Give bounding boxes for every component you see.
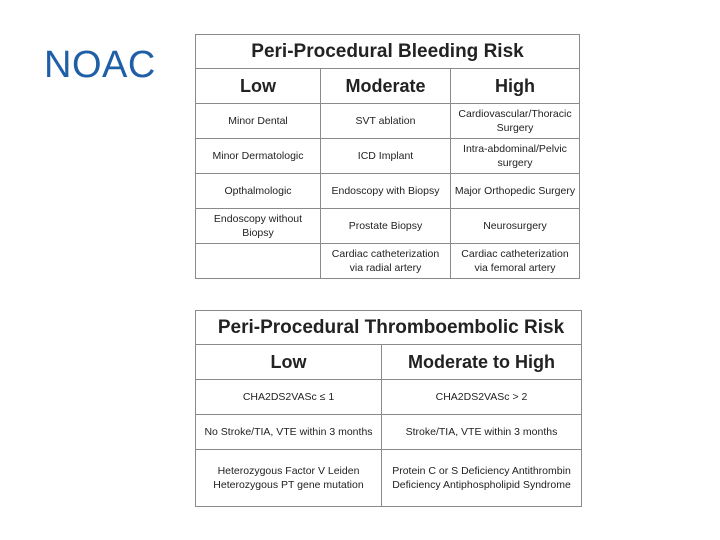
thromboembolic-header-moderate-high: Moderate to High [382,345,582,380]
table-cell: No Stroke/TIA, VTE within 3 months [196,415,382,450]
bleeding-table-title: Peri-Procedural Bleeding Risk [196,35,580,69]
table-cell [196,244,321,279]
table-row [196,415,582,450]
table-row [196,174,580,209]
table-row [196,139,580,174]
table-row [196,244,580,279]
thromboembolic-table-title: Peri-Procedural Thromboembolic Risk [196,311,582,345]
bleeding-header-low: Low [196,69,321,104]
table-cell: Heterozygous Factor V Leiden Heterozygous PT gene mutation [196,450,382,507]
table-cell: Cardiac catheterization via femoral artery [451,244,580,279]
table-cell: Minor Dermatologic [196,139,321,174]
table-cell: Cardiovascular/Thoracic Surgery [451,104,580,139]
table-cell: SVT ablation [321,104,451,139]
table-cell: CHA2DS2VASc ≤ 1 [196,380,382,415]
table-cell: Minor Dental [196,104,321,139]
table-row [196,380,582,415]
table-cell: ICD Implant [321,139,451,174]
table-row [196,104,580,139]
table-cell: Neurosurgery [451,209,580,244]
table-cell: CHA2DS2VASc > 2 [382,380,582,415]
table-cell: Cardiac catheterization via radial artery [321,244,451,279]
thromboembolic-header-low: Low [196,345,382,380]
table-cell: Opthalmologic [196,174,321,209]
table-row [196,450,582,507]
thromboembolic-risk-table [195,310,582,507]
table-cell: Endoscopy without Biopsy [196,209,321,244]
table-row [196,209,580,244]
bleeding-header-moderate: Moderate [321,69,451,104]
table-cell: Stroke/TIA, VTE within 3 months [382,415,582,450]
table-cell: Protein C or S Deficiency Antithrombin Deficiency Antiphospholipid Syndrome [382,450,582,507]
table-cell: Major Orthopedic Surgery [451,174,580,209]
slide-title: NOAC [44,44,156,86]
bleeding-header-high: High [451,69,580,104]
table-cell: Prostate Biopsy [321,209,451,244]
table-cell: Endoscopy with Biopsy [321,174,451,209]
table-cell: Intra-abdominal/Pelvic surgery [451,139,580,174]
bleeding-risk-table [195,34,580,279]
